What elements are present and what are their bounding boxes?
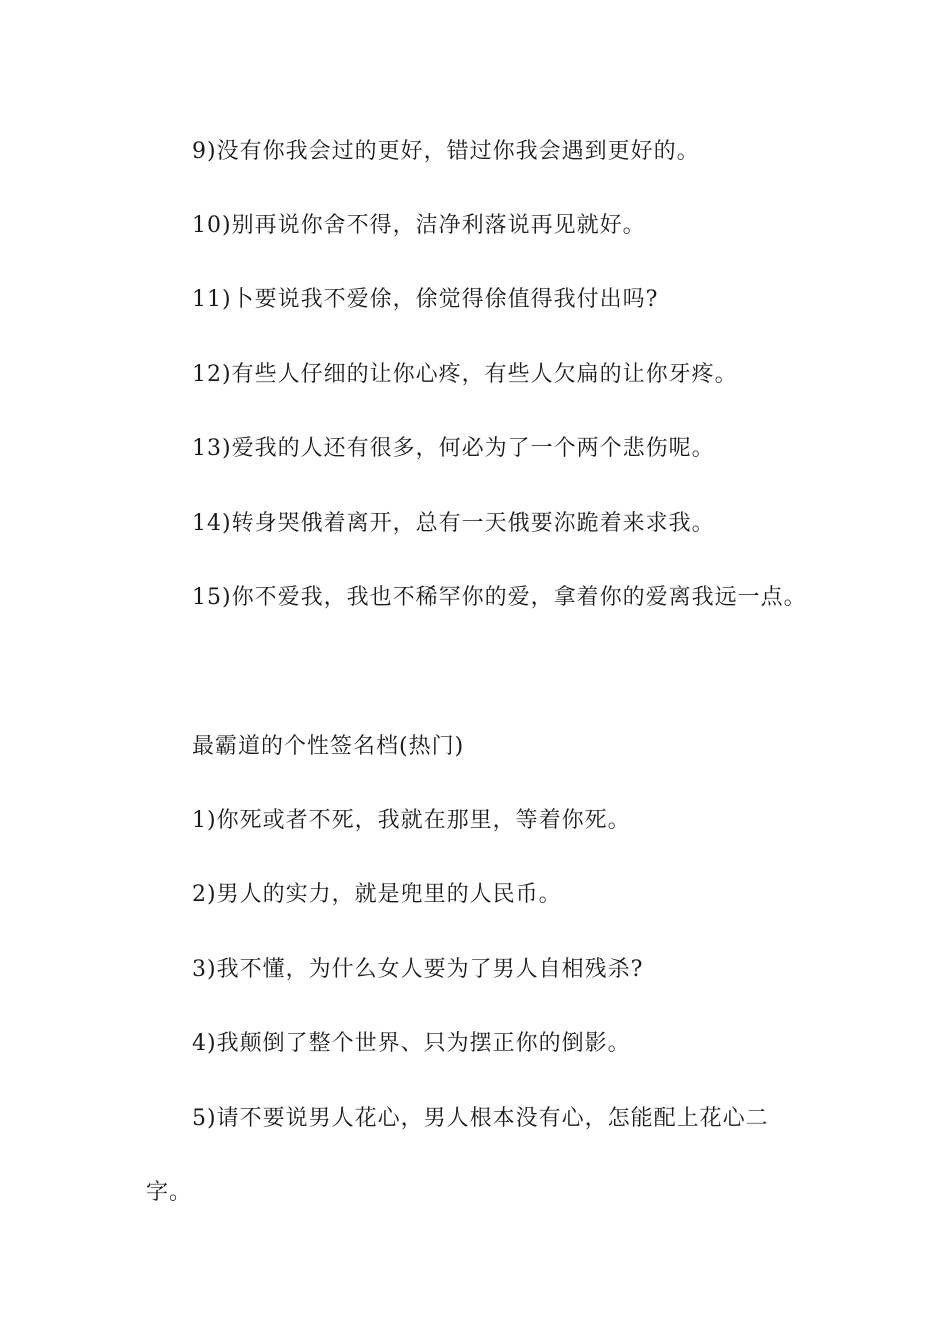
list-item: 1)你死或者不死，我就在那里，等着你死。 bbox=[192, 808, 631, 833]
list-item: 14)转身哭俄着离开，总有一天俄要沵跪着来求我。 bbox=[192, 511, 715, 536]
list-item: 5)请不要说男人花心，男人根本没有心，怎能配上花心二 bbox=[192, 1106, 769, 1131]
list-item: 2)男人的实力，就是兜里的人民币。 bbox=[192, 882, 562, 907]
list-item: 10)别再说你舍不得，洁净利落说再见就好。 bbox=[192, 213, 646, 238]
section-heading: 最霸道的个性签名档(热门) bbox=[192, 734, 465, 759]
list-item-continuation: 字。 bbox=[146, 1180, 193, 1205]
list-item: 4)我颠倒了整个世界、只为摆正你的倒影。 bbox=[192, 1031, 631, 1056]
list-item: 13)爱我的人还有很多，何必为了一个两个悲伤呢。 bbox=[192, 436, 715, 461]
list-item: 11)卜要说我不爱俆，俆觉得俆值得我付出吗? bbox=[192, 287, 659, 312]
list-item: 12)有些人仔细的让你心疼，有些人欠扁的让你牙疼。 bbox=[192, 362, 738, 387]
list-item: 15)你不爱我，我也不稀罕你的爱，拿着你的爱离我远一点。 bbox=[192, 585, 807, 610]
list-item: 3)我不懂，为什么女人要为了男人自相残杀? bbox=[192, 957, 644, 982]
list-item: 9)没有你我会过的更好，错过你我会遇到更好的。 bbox=[192, 139, 700, 164]
